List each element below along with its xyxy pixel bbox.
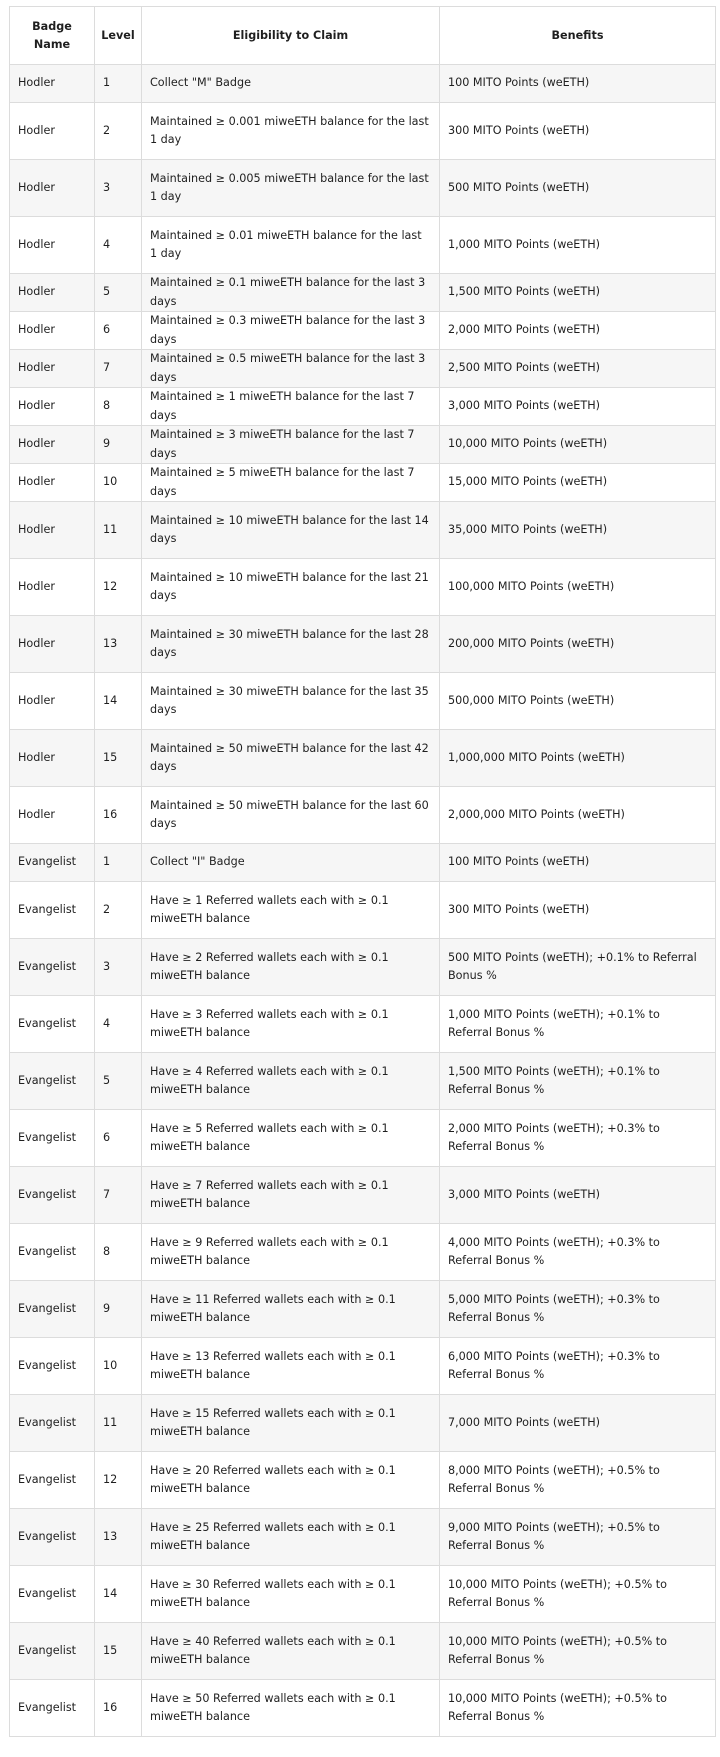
table-row xyxy=(10,559,716,616)
level-cell: 8 xyxy=(95,388,142,426)
benefits-cell: 2,000 MITO Points (weETH) xyxy=(440,312,716,350)
level-cell: 4 xyxy=(95,996,142,1053)
table-row xyxy=(10,787,716,844)
table-row xyxy=(10,1566,716,1623)
table-row xyxy=(10,160,716,217)
benefits-cell: 100 MITO Points (weETH) xyxy=(440,65,716,103)
benefits-cell: 8,000 MITO Points (weETH); +0.5% to Referral Bonus % xyxy=(440,1452,716,1509)
table-row xyxy=(10,312,716,350)
eligibility-cell: Maintained ≥ 10 miweETH balance for the last 14 days xyxy=(142,502,440,559)
eligibility-cell: Have ≥ 1 Referred wallets each with ≥ 0.1 miweETH balance xyxy=(142,882,440,939)
benefits-cell: 2,000 MITO Points (weETH); +0.3% to Referral Bonus % xyxy=(440,1110,716,1167)
benefits-cell: 10,000 MITO Points (weETH); +0.5% to Referral Bonus % xyxy=(440,1566,716,1623)
badge-name-cell: Evangelist xyxy=(10,1452,95,1509)
benefits-cell: 3,000 MITO Points (weETH) xyxy=(440,1167,716,1224)
benefits-cell: 100,000 MITO Points (weETH) xyxy=(440,559,716,616)
benefits-cell: 3,000 MITO Points (weETH) xyxy=(440,388,716,426)
badge-name-cell: Evangelist xyxy=(10,1110,95,1167)
eligibility-cell: Have ≥ 5 Referred wallets each with ≥ 0.1 miweETH balance xyxy=(142,1110,440,1167)
table-row xyxy=(10,103,716,160)
eligibility-cell: Maintained ≥ 10 miweETH balance for the last 21 days xyxy=(142,559,440,616)
eligibility-cell: Have ≥ 40 Referred wallets each with ≥ 0.1 miweETH balance xyxy=(142,1623,440,1680)
table-row xyxy=(10,616,716,673)
badge-name-cell: Evangelist xyxy=(10,996,95,1053)
eligibility-cell: Have ≥ 50 Referred wallets each with ≥ 0.1 miweETH balance xyxy=(142,1680,440,1737)
eligibility-cell: Have ≥ 2 Referred wallets each with ≥ 0.1 miweETH balance xyxy=(142,939,440,996)
level-cell: 5 xyxy=(95,274,142,312)
eligibility-cell: Maintained ≥ 0.01 miweETH balance for the last 1 day xyxy=(142,217,440,274)
table-row xyxy=(10,673,716,730)
eligibility-cell: Maintained ≥ 1 miweETH balance for the last 7 days xyxy=(142,388,440,426)
benefits-cell: 200,000 MITO Points (weETH) xyxy=(440,616,716,673)
badge-name-cell: Hodler xyxy=(10,160,95,217)
badge-name-cell: Evangelist xyxy=(10,1509,95,1566)
table-row xyxy=(10,1395,716,1452)
benefits-cell: 300 MITO Points (weETH) xyxy=(440,103,716,160)
table-row xyxy=(10,844,716,882)
benefits-cell: 10,000 MITO Points (weETH) xyxy=(440,426,716,464)
level-cell: 1 xyxy=(95,65,142,103)
table-row xyxy=(10,274,716,312)
level-cell: 11 xyxy=(95,502,142,559)
benefits-cell: 300 MITO Points (weETH) xyxy=(440,882,716,939)
eligibility-cell: Maintained ≥ 0.1 miweETH balance for the last 3 days xyxy=(142,274,440,312)
badge-levels-table xyxy=(9,6,716,1737)
eligibility-cell: Maintained ≥ 30 miweETH balance for the last 28 days xyxy=(142,616,440,673)
badge-name-cell: Hodler xyxy=(10,388,95,426)
level-cell: 2 xyxy=(95,882,142,939)
badge-name-cell: Hodler xyxy=(10,274,95,312)
eligibility-cell: Have ≥ 3 Referred wallets each with ≥ 0.1 miweETH balance xyxy=(142,996,440,1053)
table-row xyxy=(10,730,716,787)
table-row xyxy=(10,1281,716,1338)
header-row xyxy=(10,7,716,65)
badge-name-cell: Hodler xyxy=(10,559,95,616)
eligibility-cell: Maintained ≥ 0.3 miweETH balance for the last 3 days xyxy=(142,312,440,350)
benefits-cell: 9,000 MITO Points (weETH); +0.5% to Referral Bonus % xyxy=(440,1509,716,1566)
level-cell: 9 xyxy=(95,1281,142,1338)
badge-name-cell: Hodler xyxy=(10,103,95,160)
badge-name-cell: Evangelist xyxy=(10,1167,95,1224)
benefits-cell: 100 MITO Points (weETH) xyxy=(440,844,716,882)
level-cell: 2 xyxy=(95,103,142,160)
table-row xyxy=(10,882,716,939)
benefits-cell: 10,000 MITO Points (weETH); +0.5% to Referral Bonus % xyxy=(440,1623,716,1680)
badge-name-cell: Hodler xyxy=(10,502,95,559)
level-cell: 1 xyxy=(95,844,142,882)
benefits-cell: 6,000 MITO Points (weETH); +0.3% to Referral Bonus % xyxy=(440,1338,716,1395)
table-row xyxy=(10,1338,716,1395)
badge-table-container xyxy=(9,6,716,1737)
badge-name-cell: Evangelist xyxy=(10,1053,95,1110)
benefits-cell: 2,000,000 MITO Points (weETH) xyxy=(440,787,716,844)
eligibility-cell: Collect "M" Badge xyxy=(142,65,440,103)
badge-name-cell: Evangelist xyxy=(10,1623,95,1680)
level-cell: 8 xyxy=(95,1224,142,1281)
table-row xyxy=(10,996,716,1053)
benefits-cell: 2,500 MITO Points (weETH) xyxy=(440,350,716,388)
table-row xyxy=(10,464,716,502)
badge-name-cell: Evangelist xyxy=(10,1224,95,1281)
badge-name-cell: Evangelist xyxy=(10,882,95,939)
level-cell: 3 xyxy=(95,939,142,996)
level-cell: 13 xyxy=(95,1509,142,1566)
benefits-cell: 4,000 MITO Points (weETH); +0.3% to Referral Bonus % xyxy=(440,1224,716,1281)
table-row xyxy=(10,1623,716,1680)
eligibility-cell: Maintained ≥ 3 miweETH balance for the last 7 days xyxy=(142,426,440,464)
badge-name-cell: Hodler xyxy=(10,312,95,350)
level-cell: 16 xyxy=(95,1680,142,1737)
level-cell: 7 xyxy=(95,350,142,388)
badge-name-cell: Evangelist xyxy=(10,939,95,996)
level-cell: 5 xyxy=(95,1053,142,1110)
table-row xyxy=(10,426,716,464)
eligibility-cell: Have ≥ 4 Referred wallets each with ≥ 0.1 miweETH balance xyxy=(142,1053,440,1110)
eligibility-cell: Maintained ≥ 0.001 miweETH balance for the last 1 day xyxy=(142,103,440,160)
benefits-cell: 5,000 MITO Points (weETH); +0.3% to Referral Bonus % xyxy=(440,1281,716,1338)
eligibility-cell: Have ≥ 13 Referred wallets each with ≥ 0.1 miweETH balance xyxy=(142,1338,440,1395)
eligibility-cell: Have ≥ 9 Referred wallets each with ≥ 0.1 miweETH balance xyxy=(142,1224,440,1281)
benefits-cell: 1,500 MITO Points (weETH) xyxy=(440,274,716,312)
badge-name-cell: Evangelist xyxy=(10,1338,95,1395)
table-row xyxy=(10,1452,716,1509)
benefits-cell: 10,000 MITO Points (weETH); +0.5% to Referral Bonus % xyxy=(440,1680,716,1737)
table-row xyxy=(10,388,716,426)
benefits-cell: 1,000,000 MITO Points (weETH) xyxy=(440,730,716,787)
header-badge-name: Badge Name xyxy=(10,7,95,65)
header-level: Level xyxy=(95,7,142,65)
table-row xyxy=(10,1224,716,1281)
badge-name-cell: Hodler xyxy=(10,65,95,103)
badge-name-cell: Hodler xyxy=(10,350,95,388)
header-benefits: Benefits xyxy=(440,7,716,65)
level-cell: 12 xyxy=(95,1452,142,1509)
table-row xyxy=(10,939,716,996)
table-row xyxy=(10,217,716,274)
badge-name-cell: Hodler xyxy=(10,464,95,502)
level-cell: 13 xyxy=(95,616,142,673)
level-cell: 12 xyxy=(95,559,142,616)
badge-name-cell: Evangelist xyxy=(10,1281,95,1338)
level-cell: 6 xyxy=(95,1110,142,1167)
table-row xyxy=(10,1680,716,1737)
eligibility-cell: Have ≥ 20 Referred wallets each with ≥ 0.1 miweETH balance xyxy=(142,1452,440,1509)
table-body xyxy=(10,65,716,1737)
benefits-cell: 500 MITO Points (weETH); +0.1% to Referral Bonus % xyxy=(440,939,716,996)
level-cell: 14 xyxy=(95,673,142,730)
badge-name-cell: Hodler xyxy=(10,673,95,730)
badge-name-cell: Hodler xyxy=(10,217,95,274)
benefits-cell: 1,000 MITO Points (weETH); +0.1% to Referral Bonus % xyxy=(440,996,716,1053)
badge-name-cell: Hodler xyxy=(10,426,95,464)
eligibility-cell: Collect "I" Badge xyxy=(142,844,440,882)
benefits-cell: 500,000 MITO Points (weETH) xyxy=(440,673,716,730)
badge-name-cell: Evangelist xyxy=(10,1395,95,1452)
table-row xyxy=(10,502,716,559)
header-eligibility: Eligibility to Claim xyxy=(142,7,440,65)
table-row xyxy=(10,65,716,103)
eligibility-cell: Maintained ≥ 30 miweETH balance for the last 35 days xyxy=(142,673,440,730)
badge-name-cell: Hodler xyxy=(10,730,95,787)
table-row xyxy=(10,1167,716,1224)
level-cell: 6 xyxy=(95,312,142,350)
eligibility-cell: Maintained ≥ 50 miweETH balance for the last 60 days xyxy=(142,787,440,844)
level-cell: 16 xyxy=(95,787,142,844)
badge-name-cell: Evangelist xyxy=(10,1680,95,1737)
badge-name-cell: Evangelist xyxy=(10,844,95,882)
level-cell: 9 xyxy=(95,426,142,464)
eligibility-cell: Maintained ≥ 5 miweETH balance for the last 7 days xyxy=(142,464,440,502)
eligibility-cell: Maintained ≥ 50 miweETH balance for the last 42 days xyxy=(142,730,440,787)
badge-name-cell: Hodler xyxy=(10,616,95,673)
table-row xyxy=(10,1053,716,1110)
badge-name-cell: Evangelist xyxy=(10,1566,95,1623)
table-row xyxy=(10,350,716,388)
level-cell: 14 xyxy=(95,1566,142,1623)
benefits-cell: 1,500 MITO Points (weETH); +0.1% to Referral Bonus % xyxy=(440,1053,716,1110)
level-cell: 15 xyxy=(95,1623,142,1680)
level-cell: 10 xyxy=(95,464,142,502)
eligibility-cell: Have ≥ 25 Referred wallets each with ≥ 0.1 miweETH balance xyxy=(142,1509,440,1566)
eligibility-cell: Have ≥ 30 Referred wallets each with ≥ 0.1 miweETH balance xyxy=(142,1566,440,1623)
benefits-cell: 7,000 MITO Points (weETH) xyxy=(440,1395,716,1452)
level-cell: 10 xyxy=(95,1338,142,1395)
eligibility-cell: Have ≥ 15 Referred wallets each with ≥ 0.1 miweETH balance xyxy=(142,1395,440,1452)
eligibility-cell: Have ≥ 7 Referred wallets each with ≥ 0.1 miweETH balance xyxy=(142,1167,440,1224)
level-cell: 7 xyxy=(95,1167,142,1224)
table-row xyxy=(10,1509,716,1566)
benefits-cell: 35,000 MITO Points (weETH) xyxy=(440,502,716,559)
table-row xyxy=(10,1110,716,1167)
benefits-cell: 1,000 MITO Points (weETH) xyxy=(440,217,716,274)
level-cell: 4 xyxy=(95,217,142,274)
level-cell: 11 xyxy=(95,1395,142,1452)
eligibility-cell: Maintained ≥ 0.005 miweETH balance for the last 1 day xyxy=(142,160,440,217)
level-cell: 15 xyxy=(95,730,142,787)
eligibility-cell: Have ≥ 11 Referred wallets each with ≥ 0.1 miweETH balance xyxy=(142,1281,440,1338)
eligibility-cell: Maintained ≥ 0.5 miweETH balance for the last 3 days xyxy=(142,350,440,388)
level-cell: 3 xyxy=(95,160,142,217)
table-header xyxy=(10,7,716,65)
badge-name-cell: Hodler xyxy=(10,787,95,844)
benefits-cell: 15,000 MITO Points (weETH) xyxy=(440,464,716,502)
benefits-cell: 500 MITO Points (weETH) xyxy=(440,160,716,217)
